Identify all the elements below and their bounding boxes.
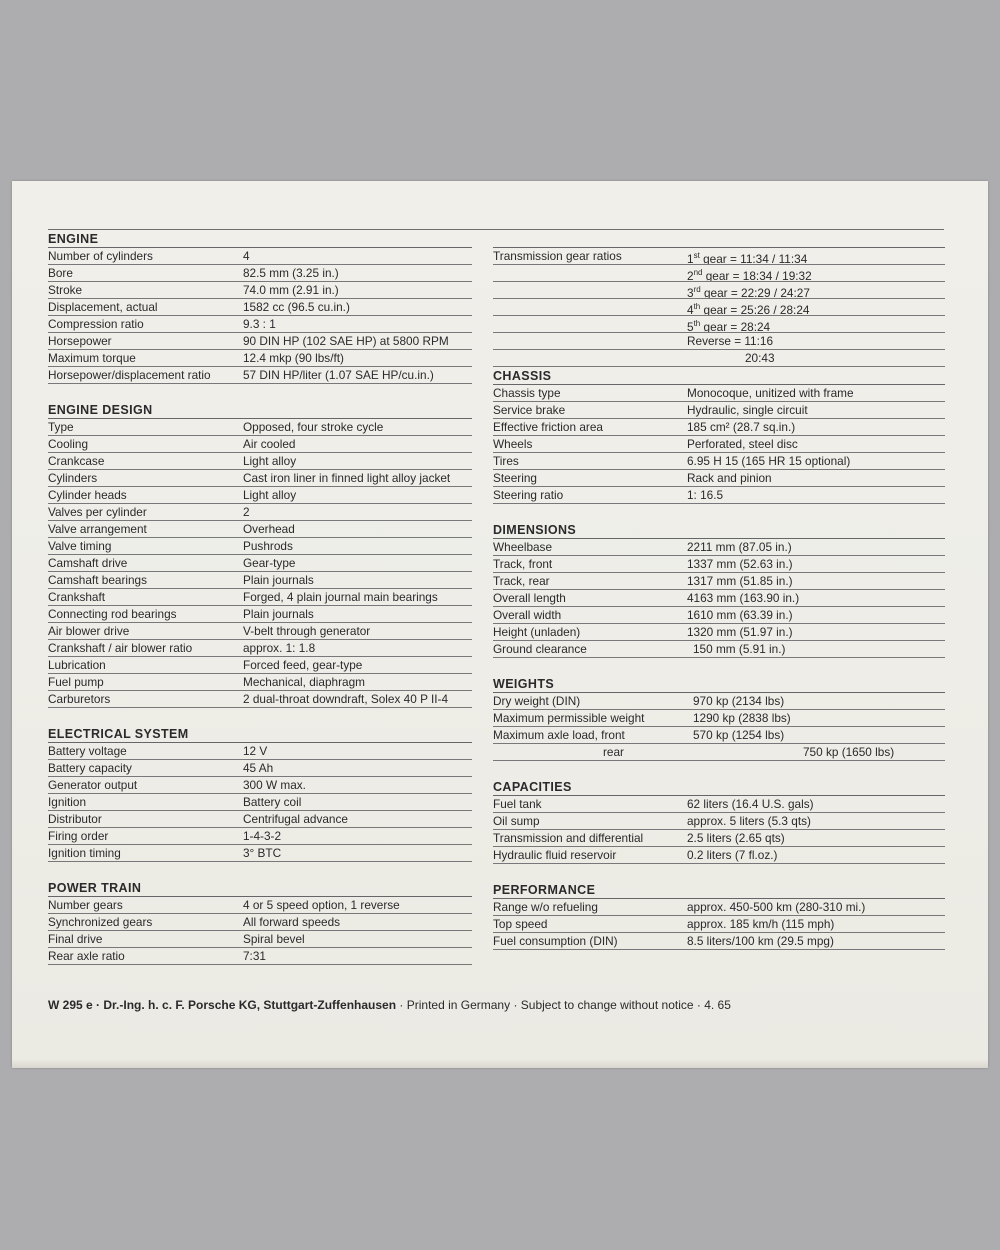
spec-row [48,453,472,470]
spec-row [493,624,945,641]
performance-rows [493,899,945,950]
spec-row [48,316,472,333]
footer-code: W 295 e [48,998,93,1012]
section-title-chassis: CHASSIS [493,367,945,385]
spec-row [48,640,472,657]
spec-value: Gear-type [243,556,296,570]
spec-value: 4 or 5 speed option, 1 reverse [243,898,400,912]
spec-label: Maximum torque [48,351,136,365]
spec-row [48,794,472,811]
footer-company: Dr.-Ing. h. c. F. Porsche KG, Stuttgart-Zuffenhausen [103,998,397,1012]
dimensions-rows [493,539,945,658]
spec-label: Rear axle ratio [48,949,125,963]
capacities-rows [493,796,945,864]
spec-label: Chassis type [493,386,561,400]
spec-label: Valve timing [48,539,112,553]
spec-row [493,402,945,419]
spec-row [48,538,472,555]
spec-row [48,589,472,606]
spec-value: 45 Ah [243,761,274,775]
spec-value: V-belt through generator [243,624,371,638]
spec-row [493,556,945,573]
spec-label: Camshaft bearings [48,573,148,587]
spec-value: 2 dual-throat downdraft, Solex 40 P II-4 [243,692,449,706]
spec-value: 90 DIN HP (102 SAE HP) at 5800 RPM [243,334,449,348]
spec-value: 300 W max. [243,778,306,792]
spec-label: Horsepower [48,334,112,348]
spec-label: Crankshaft / air blower ratio [48,641,193,655]
spec-row [48,419,472,436]
spec-value: 4 [243,249,250,263]
spec-value: Battery coil [243,795,302,809]
spec-label: Wheelbase [493,540,553,554]
gear-row [493,316,945,333]
spec-value: Centrifugal advance [243,812,348,826]
spec-label: Number gears [48,898,123,912]
spec-row [48,333,472,350]
gear-row [493,299,945,316]
spec-value: 1337 mm (52.63 in.) [687,557,793,571]
spec-row [48,248,472,265]
spec-label: Fuel tank [493,797,542,811]
spec-row [493,727,945,744]
spec-row [48,623,472,640]
spec-label: Crankcase [48,454,105,468]
spec-label: Final drive [48,932,103,946]
spec-row [493,693,945,710]
spec-value: 2 [243,505,250,519]
spec-value: Mechanical, diaphragm [243,675,365,689]
gear-value: 2nd gear = 18:34 / 19:32 [687,268,812,281]
spec-label: Wheels [493,437,533,451]
power-train-rows [48,897,472,965]
spec-label: Battery voltage [48,744,127,758]
spec-value: 1320 mm (51.97 in.) [687,625,793,639]
transmission-label: Transmission gear ratios [493,249,622,263]
gear-value: 3rd gear = 22:29 / 24:27 [687,285,810,298]
spec-label: Steering [493,471,537,485]
spec-label: Stroke [48,283,83,297]
section-title-dimensions: DIMENSIONS [493,521,945,539]
spec-label: Transmission and differential [493,831,644,845]
spec-value: All forward speeds [243,915,341,929]
engine-rows [48,248,472,384]
spec-row [493,470,945,487]
gear-value: 1st gear = 11:34 / 11:34 [687,251,808,264]
spec-value: 62 liters (16.4 U.S. gals) [687,797,814,811]
spec-row [493,539,945,556]
spec-value: 1: 16.5 [687,488,724,502]
spec-value: Forced feed, gear-type [243,658,363,672]
spec-row [493,385,945,402]
spec-label: Crankshaft [48,590,106,604]
spec-value: Air cooled [243,437,296,451]
spec-value: Perforated, steel disc [687,437,798,451]
spec-label: Synchronized gears [48,915,153,929]
spec-row [48,811,472,828]
spec-value: 6.95 H 15 (165 HR 15 optional) [687,454,851,468]
section-title-engine-design: ENGINE DESIGN [48,401,472,419]
spec-row [48,828,472,845]
spec-value: Forged, 4 plain journal main bearings [243,590,438,604]
spec-row [48,572,472,589]
spec-row [48,504,472,521]
spec-row [48,691,472,708]
spec-label: Camshaft drive [48,556,128,570]
spec-label: Fuel pump [48,675,104,689]
spec-row [48,743,472,760]
spec-label: Oil sump [493,814,540,828]
engine-design-rows [48,419,472,708]
gear-value: 4th gear = 25:26 / 28:24 [687,302,810,315]
spec-row [48,282,472,299]
reverse-value: Reverse = 11:16 [687,334,774,348]
spec-label: Dry weight (DIN) [493,694,581,708]
spec-label: Displacement, actual [48,300,158,314]
spec-label: Tires [493,454,519,468]
spec-value: 12 V [243,744,268,758]
spec-row [48,436,472,453]
section-title-power-train: POWER TRAIN [48,879,472,897]
spec-label: Maximum permissible weight [493,711,645,725]
spec-value: approx. 1: 1.8 [243,641,316,655]
spec-value: 570 kp (1254 lbs) [693,728,785,742]
spec-row [493,419,945,436]
footer-rest: · Printed in Germany · Subject to change without notice · 4. 65 [396,998,731,1012]
footer: W 295 e · Dr.-Ing. h. c. F. Porsche KG, Stuttgart-Zuffenhausen · Printed in Germany · Subject to change without notice · 4. 65 [48,998,731,1012]
spec-value: 1290 kp (2838 lbs) [693,711,791,725]
spec-value: 8.5 liters/100 km (29.5 mpg) [687,934,834,948]
spec-row [48,521,472,538]
spec-row [48,657,472,674]
spec-row [48,606,472,623]
spec-label: Lubrication [48,658,106,672]
spec-label: Type [48,420,74,434]
spec-value: Spiral bevel [243,932,305,946]
spec-value: 185 cm² (28.7 sq.in.) [687,420,796,434]
gear-value: 5th gear = 28:24 [687,319,771,332]
spec-value: 0.2 liters (7 fl.oz.) [687,848,778,862]
sheet-bottom-edge [12,1060,988,1068]
spec-value: 2.5 liters (2.65 qts) [687,831,785,845]
spec-row [48,931,472,948]
spec-label: Ignition timing [48,846,121,860]
section-title-performance: PERFORMANCE [493,881,945,899]
spec-label: Cylinders [48,471,98,485]
chassis-rows [493,385,945,504]
spec-value: 150 mm (5.91 in.) [693,642,786,656]
reverse-row [493,333,945,350]
spec-label: Distributor [48,812,102,826]
spec-label: Valve arrangement [48,522,147,536]
spec-value: 1-4-3-2 [243,829,282,843]
spec-row [493,899,945,916]
spec-value: 74.0 mm (2.91 in.) [243,283,339,297]
spec-row [48,265,472,282]
spec-value: 9.3 : 1 [243,317,276,331]
spec-value: 1317 mm (51.85 in.) [687,574,793,588]
spec-row [493,590,945,607]
spec-row [48,367,472,384]
spec-value: Light alloy [243,454,297,468]
spec-row [48,299,472,316]
left-column [48,230,472,965]
spec-label: Hydraulic fluid reservoir [493,848,617,862]
spec-row [48,350,472,367]
spec-label: Air blower drive [48,624,130,638]
spec-row [493,796,945,813]
section-title-capacities: CAPACITIES [493,778,945,796]
reverse-alt-row [493,350,945,367]
spec-row [493,933,945,950]
spec-row [48,760,472,777]
spec-value: Pushrods [243,539,293,553]
spec-label: Battery capacity [48,761,132,775]
spec-row [493,916,945,933]
spec-row [493,573,945,590]
spec-label: Track, front [493,557,553,571]
spec-row [48,914,472,931]
spec-value: Opposed, four stroke cycle [243,420,384,434]
spec-row [48,897,472,914]
spec-value: 2211 mm (87.05 in.) [687,540,792,554]
spec-label: Track, rear [493,574,550,588]
spec-row [48,487,472,504]
section-title-spacer [493,230,945,248]
spec-label: Height (unladen) [493,625,581,639]
spec-label: Cylinder heads [48,488,127,502]
section-title-weights: WEIGHTS [493,675,945,693]
spec-label: Generator output [48,778,138,792]
spec-label: rear [603,745,624,759]
spec-value: approx. 5 liters (5.3 qts) [687,814,811,828]
spec-row [493,436,945,453]
spec-value: Overhead [243,522,295,536]
reverse-alt-value: 20:43 [745,351,775,365]
spec-value: 7:31 [243,949,266,963]
spec-value: Rack and pinion [687,471,772,485]
section-title-electrical: ELECTRICAL SYSTEM [48,725,472,743]
spec-row [48,845,472,862]
spec-row [48,777,472,794]
spec-row [48,470,472,487]
spec-row [493,641,945,658]
spec-label: Top speed [493,917,548,931]
spec-value: Light alloy [243,488,297,502]
gear-row [493,265,945,282]
spec-row [493,710,945,727]
spec-label: Overall length [493,591,566,605]
spec-value: 57 DIN HP/liter (1.07 SAE HP/cu.in.) [243,368,434,382]
spec-label: Range w/o refueling [493,900,598,914]
spec-label: Steering ratio [493,488,564,502]
spec-label: Connecting rod bearings [48,607,177,621]
spec-value: 4163 mm (163.90 in.) [687,591,800,605]
spec-label: Cooling [48,437,89,451]
spec-value: Cast iron liner in finned light alloy jacket [243,471,451,485]
transmission-rows [493,248,945,367]
spec-value: Plain journals [243,573,314,587]
spec-value: Hydraulic, single circuit [687,403,808,417]
electrical-rows [48,743,472,862]
spec-row [493,607,945,624]
spec-row [493,830,945,847]
spec-label: Overall width [493,608,562,622]
spec-value: Plain journals [243,607,314,621]
spec-row [493,847,945,864]
spec-label: Ignition [48,795,87,809]
spec-row [48,555,472,572]
spec-row [48,948,472,965]
spec-label: Service brake [493,403,566,417]
spec-label: Firing order [48,829,109,843]
spec-value: 970 kp (2134 lbs) [693,694,785,708]
spec-label: Carburetors [48,692,111,706]
spec-value: 82.5 mm (3.25 in.) [243,266,339,280]
spec-value: 750 kp (1650 lbs) [803,745,895,759]
spec-label: Maximum axle load, front [493,728,625,742]
spec-value: Monocoque, unitized with frame [687,386,854,400]
spec-row [493,744,945,761]
spec-value: approx. 185 km/h (115 mph) [687,917,835,931]
spec-row [48,674,472,691]
spec-row [493,453,945,470]
spec-label: Compression ratio [48,317,144,331]
gear-row [493,282,945,299]
section-title-engine: ENGINE [48,230,472,248]
spec-label: Bore [48,266,73,280]
spec-value: 3° BTC [243,846,282,860]
spec-label: Fuel consumption (DIN) [493,934,618,948]
spec-value: 1582 cc (96.5 cu.in.) [243,300,350,314]
spec-label: Ground clearance [493,642,587,656]
spec-value: 12.4 mkp (90 lbs/ft) [243,351,344,365]
spec-label: Effective friction area [493,420,603,434]
spec-row [493,487,945,504]
weights-rows [493,693,945,761]
right-column [493,230,945,950]
gear-row [493,248,945,265]
spec-label: Number of cylinders [48,249,153,263]
spec-row [493,813,945,830]
spec-label: Valves per cylinder [48,505,147,519]
spec-value: approx. 450-500 km (280-310 mi.) [687,900,866,914]
spec-value: 1610 mm (63.39 in.) [687,608,793,622]
spec-label: Horsepower/displacement ratio [48,368,211,382]
